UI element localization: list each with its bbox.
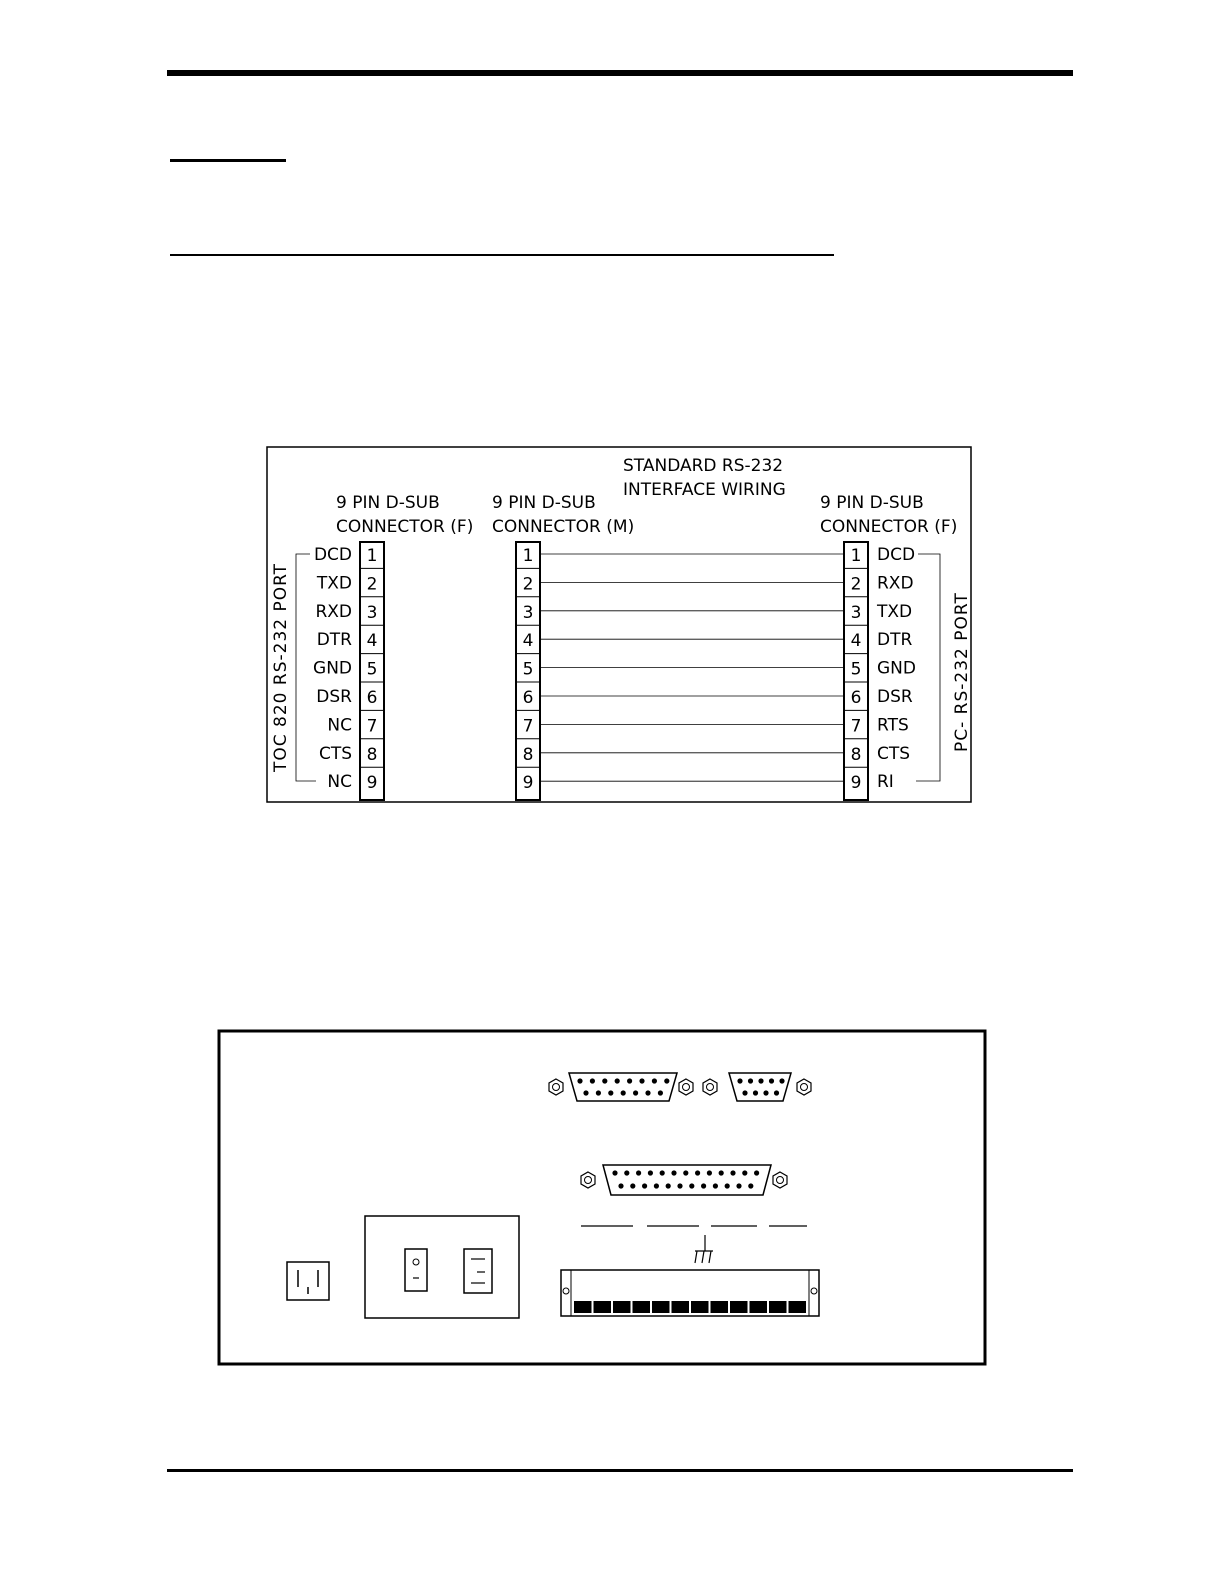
db9-right-screw bbox=[797, 1079, 811, 1095]
connector-pin bbox=[730, 1170, 735, 1175]
wiring-title-line2: INTERFACE WIRING bbox=[623, 480, 786, 500]
connector-pin bbox=[707, 1170, 712, 1175]
subsection-heading-underline bbox=[170, 254, 834, 256]
terminal-position bbox=[652, 1301, 670, 1313]
connector-pin bbox=[666, 1183, 671, 1188]
db9-left-screw bbox=[703, 1079, 717, 1095]
connector-pin bbox=[719, 1170, 724, 1175]
connector-pin bbox=[652, 1078, 657, 1083]
middle-pin-number: 2 bbox=[522, 574, 534, 595]
right-pin-number: 8 bbox=[850, 744, 862, 765]
rear-panel-frame bbox=[219, 1031, 985, 1364]
db15-right-screw bbox=[679, 1079, 693, 1095]
left-pin-number: 8 bbox=[366, 744, 378, 765]
section-heading-underline bbox=[170, 159, 286, 162]
connector-pin bbox=[695, 1170, 700, 1175]
middle-pin-number: 3 bbox=[522, 602, 534, 623]
connector-pin bbox=[774, 1090, 779, 1095]
connector-pin bbox=[754, 1170, 759, 1175]
terminal-position bbox=[750, 1301, 768, 1313]
connector-pin bbox=[769, 1078, 774, 1083]
db25-connector bbox=[581, 1165, 787, 1195]
right-pin-number: 3 bbox=[850, 602, 862, 623]
connector-pin bbox=[742, 1090, 747, 1095]
terminal-position bbox=[574, 1301, 592, 1313]
terminal-position bbox=[633, 1301, 651, 1313]
left-pin-signal: NC bbox=[327, 772, 352, 793]
right-pin-number: 2 bbox=[850, 574, 862, 595]
terminal-position bbox=[613, 1301, 631, 1313]
middle-connector-label-line2: CONNECTOR (M) bbox=[492, 517, 635, 537]
pin-row bbox=[315, 597, 912, 623]
right-pin-number: 1 bbox=[850, 546, 862, 566]
connector-pin bbox=[618, 1183, 623, 1188]
connector-pin bbox=[590, 1078, 595, 1083]
right-pin-signal: RTS bbox=[877, 715, 909, 736]
connector-pin bbox=[602, 1078, 607, 1083]
db15-connector bbox=[549, 1073, 693, 1101]
left-connector-label-line1: 9 PIN D-SUB bbox=[336, 493, 440, 513]
left-pin-number: 3 bbox=[366, 602, 378, 623]
right-pin-number: 6 bbox=[850, 688, 862, 708]
connector-pin bbox=[737, 1078, 742, 1083]
right-pin-signal: DTR bbox=[877, 630, 913, 651]
left-pin-signal: GND bbox=[313, 658, 352, 679]
fuse-holder-icon bbox=[464, 1249, 492, 1293]
connector-pin bbox=[645, 1090, 650, 1095]
connector-pin bbox=[608, 1090, 613, 1095]
left-pin-signal: CTS bbox=[318, 743, 352, 764]
right-pin-signal: DCD bbox=[877, 545, 916, 565]
right-pin-signal: DSR bbox=[877, 687, 913, 707]
left-pin-number: 4 bbox=[366, 631, 378, 652]
connector-pin bbox=[701, 1183, 706, 1188]
connector-pin bbox=[742, 1170, 747, 1175]
connector-pin bbox=[639, 1078, 644, 1083]
left-pin-signal: TXD bbox=[316, 573, 352, 594]
connector-pin bbox=[627, 1078, 632, 1083]
connector-pin bbox=[642, 1183, 647, 1188]
middle-pin-number: 7 bbox=[522, 716, 534, 737]
connector-pin bbox=[779, 1078, 784, 1083]
connector-pin bbox=[577, 1078, 582, 1083]
power-module bbox=[365, 1216, 519, 1318]
terminal-position bbox=[672, 1301, 690, 1313]
right-pin-number: 7 bbox=[850, 716, 862, 737]
connector-pin bbox=[725, 1183, 730, 1188]
connector-pin bbox=[654, 1183, 659, 1188]
middle-pin-number: 9 bbox=[522, 773, 534, 794]
connector-pin bbox=[660, 1170, 665, 1175]
connector-pin bbox=[630, 1183, 635, 1188]
left-pin-number: 5 bbox=[366, 659, 378, 680]
terminal-block bbox=[561, 1270, 819, 1316]
terminal-position bbox=[769, 1301, 787, 1313]
connector-pin bbox=[621, 1090, 626, 1095]
connector-pin bbox=[677, 1183, 682, 1188]
right-pin-signal: GND bbox=[877, 658, 916, 679]
middle-pin-number: 8 bbox=[522, 744, 534, 765]
right-pin-signal: CTS bbox=[877, 743, 911, 764]
pin-row bbox=[327, 767, 893, 793]
pin-row bbox=[316, 682, 913, 708]
footer-rule bbox=[167, 1469, 1073, 1472]
middle-pin-number: 6 bbox=[522, 688, 534, 708]
left-pin-signal: NC bbox=[327, 715, 352, 736]
connector-pin bbox=[748, 1078, 753, 1083]
pin-row bbox=[313, 654, 916, 680]
middle-pin-number: 1 bbox=[522, 546, 534, 566]
connector-pin bbox=[683, 1170, 688, 1175]
left-pin-signal: DCD bbox=[313, 545, 352, 565]
connector-pin bbox=[624, 1170, 629, 1175]
connector-pin bbox=[583, 1090, 588, 1095]
left-pin-number: 1 bbox=[366, 546, 378, 566]
right-connector-label-line2: CONNECTOR (F) bbox=[820, 517, 958, 537]
db25-left-screw bbox=[581, 1172, 595, 1188]
db25-right-screw bbox=[773, 1172, 787, 1188]
connector-pin bbox=[736, 1183, 741, 1188]
left-pin-number: 2 bbox=[366, 574, 378, 595]
connector-pin bbox=[689, 1183, 694, 1188]
connector-pin bbox=[612, 1170, 617, 1175]
right-port-label: PC- RS-232 PORT bbox=[952, 592, 972, 752]
connector-pin bbox=[713, 1183, 718, 1188]
rear-panel-diagram bbox=[217, 1029, 989, 1369]
right-port-bracket bbox=[916, 554, 940, 781]
connector-pin bbox=[763, 1090, 768, 1095]
connector-pin bbox=[664, 1078, 669, 1083]
connector-pin bbox=[615, 1078, 620, 1083]
left-port-label: TOC 820 RS-232 PORT bbox=[271, 562, 291, 772]
left-pin-signal: DTR bbox=[316, 630, 352, 651]
right-pin-signal: RXD bbox=[877, 573, 914, 594]
middle-pin-number: 4 bbox=[522, 631, 534, 652]
right-pin-number: 9 bbox=[850, 773, 862, 794]
connector-pin bbox=[633, 1090, 638, 1095]
power-switch-icon bbox=[405, 1249, 427, 1291]
right-connector-label-line1: 9 PIN D-SUB bbox=[820, 493, 924, 513]
right-pin-signal: RI bbox=[877, 772, 894, 793]
db15-left-screw bbox=[549, 1079, 563, 1095]
connector-pin bbox=[636, 1170, 641, 1175]
right-pin-signal: TXD bbox=[877, 601, 913, 622]
pin-row bbox=[317, 625, 913, 651]
pin-row bbox=[316, 568, 914, 594]
right-pin-number: 5 bbox=[850, 659, 862, 680]
left-pin-number: 9 bbox=[366, 773, 378, 794]
terminal-position bbox=[789, 1301, 807, 1313]
connector-pin bbox=[658, 1090, 663, 1095]
left-pin-number: 6 bbox=[366, 688, 378, 708]
pin-row bbox=[314, 545, 915, 566]
middle-pin-number: 5 bbox=[522, 659, 534, 680]
middle-connector-label-line1: 9 PIN D-SUB bbox=[492, 493, 596, 513]
wiring-title-line1: STANDARD RS-232 bbox=[623, 456, 784, 476]
ac-outlet-icon bbox=[287, 1262, 329, 1300]
ground-icon bbox=[695, 1235, 713, 1263]
rs232-wiring-diagram bbox=[266, 446, 974, 804]
pin-row bbox=[327, 710, 908, 736]
left-pin-signal: RXD bbox=[315, 601, 352, 622]
connector-pin bbox=[748, 1183, 753, 1188]
terminal-position bbox=[594, 1301, 612, 1313]
pin-row bbox=[319, 739, 910, 765]
terminal-position bbox=[711, 1301, 729, 1313]
header-rule bbox=[167, 70, 1073, 76]
right-pin-number: 4 bbox=[850, 631, 862, 652]
left-pin-signal: DSR bbox=[316, 687, 352, 707]
left-pin-number: 7 bbox=[366, 716, 378, 737]
terminal-position bbox=[691, 1301, 709, 1313]
left-connector-label-line2: CONNECTOR (F) bbox=[336, 517, 474, 537]
connector-pin bbox=[758, 1078, 763, 1083]
db9-connector bbox=[703, 1073, 811, 1101]
terminal-position bbox=[730, 1301, 748, 1313]
connector-pin bbox=[671, 1170, 676, 1175]
connector-pin bbox=[596, 1090, 601, 1095]
connector-pin bbox=[648, 1170, 653, 1175]
connector-pin bbox=[753, 1090, 758, 1095]
